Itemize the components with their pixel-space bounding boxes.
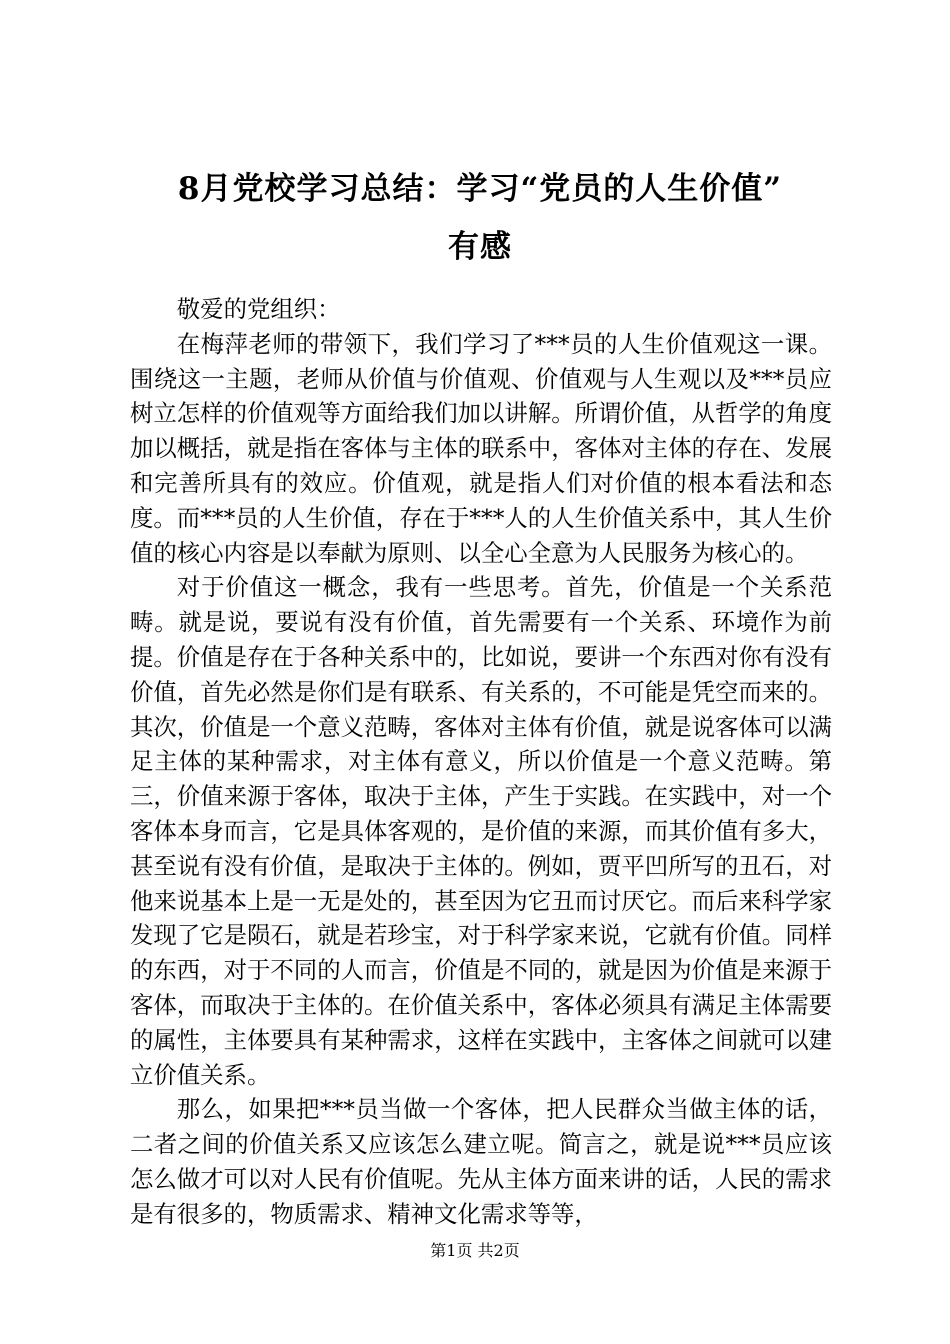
- document-body: [130, 292, 832, 1232]
- salutation: 敬爱的党组织：: [176, 295, 341, 323]
- paragraph-2: 对于价值这一概念，我有一些思考。首先，价值是一个关系范畴。就是说，要说有没有价值，首先需要有一个关系、环境作为前提。价值是存在于各种关系中的，比如说，要讲一个东西对你有没有价值，首先必然是你们是有联系、有关系的，不可能是凭空而来的。其次，价值是一个意义范畴，客体对主体有价值，就是说客体可以满足主体的某种需求，对主体有意义，所以价值是一个意义范畴。第三，价值来源于客体，取决于主体，产生于实践。在实践中，对一个客体本身而言，它是具体客观的，是价值的来源，而其价值有多大，甚至说有没有价值，是取决于主体的。例如，贾平凹所写的丑石，对他来说基本上是一无是处的，甚至因为它丑而讨厌它。而后来科学家发现了它是陨石，就是若珍宝，对于科学家来说，它就有价值。同样的东西，对于不同的人而言，价值是不同的，就是因为价值是来源于客体，而取决于主体的。在价值关系中，客体必须具有满足主体需要的属性，主体要具有某种需求，这样在实践中，主客体之间就可以建立价值关系。: [130, 573, 832, 1089]
- document-title-line2: 有感: [448, 229, 512, 265]
- page-number-footer: 第1页 共2页: [430, 1241, 520, 1260]
- paragraph-1: 在梅萍老师的带领下，我们学习了***员的人生价值观这一课。围绕这一主题，老师从价值与价值观、价值观与人生观以及***员应树立怎样的价值观等方面给我们加以讲解。所谓价值，从哲学的角度加以概括，就是指在客体与主体的联系中，客体对主体的存在、发展和完善所具有的效应。价值观，就是指人们对价值的根本看法和态度。而***员的人生价值，存在于***人的人生价值关系中，其人生价值的核心内容是以奉献为原则、以全心全意为人民服务为核心的。: [130, 329, 832, 567]
- paragraph-3: 那么，如果把***员当做一个客体，把人民群众当做主体的话，二者之间的价值关系又应该怎么建立呢。简言之，就是说***员应该怎么做才可以对人民有价值呢。先从主体方面来讲的话，人民的需求是有很多的，物质需求、精神文化需求等等，: [130, 1095, 832, 1228]
- document-title-line1: 8月党校学习总结：学习“党员的人生价值”: [177, 171, 783, 207]
